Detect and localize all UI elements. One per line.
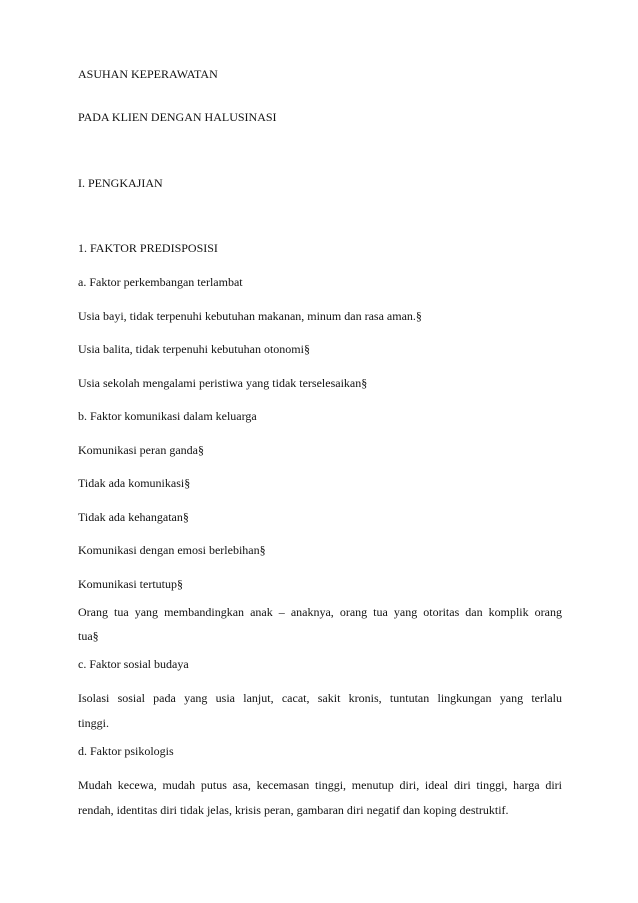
- section-heading-pengkajian: I. PENGKAJIAN: [78, 176, 163, 190]
- factor-d-heading: d. Faktor psikologis: [78, 744, 174, 758]
- factor-c-heading: c. Faktor sosial budaya: [78, 657, 189, 671]
- factor-c-body-line-2: tinggi.: [78, 716, 110, 730]
- factor-b-item: Tidak ada komunikasi§: [78, 476, 191, 490]
- factor-b-last-item-line-1: Orang tua yang membandingkan anak – anaknya, orang tua yang otoritas dan komplik orang: [78, 605, 562, 619]
- factor-b-item: Komunikasi peran ganda§: [78, 443, 204, 457]
- factor-a-item: Usia sekolah mengalami peristiwa yang tidak terselesaikan§: [78, 376, 368, 390]
- factor-c-body-line-1: Isolasi sosial pada yang usia lanjut, cacat, sakit kronis, tuntutan lingkungan yang terlalu: [78, 691, 562, 705]
- factor-d-body-line-2: rendah, identitas diri tidak jelas, krisis peran, gambaran diri negatif dan koping destruktif.: [78, 803, 509, 817]
- factor-a-heading: a. Faktor perkembangan terlambat: [78, 275, 243, 289]
- factor-b-heading: b. Faktor komunikasi dalam keluarga: [78, 409, 257, 423]
- title-line-1: ASUHAN KEPERAWATAN: [78, 67, 218, 81]
- factor-b-item: Komunikasi tertutup§: [78, 577, 183, 591]
- factor-b-item: Tidak ada kehangatan§: [78, 510, 189, 524]
- subsection-heading-faktor-predisposisi: 1. FAKTOR PREDISPOSISI: [78, 241, 218, 255]
- factor-d-body-line-1: Mudah kecewa, mudah putus asa, kecemasan tinggi, menutup diri, ideal diri tinggi, harga diri: [78, 778, 562, 792]
- factor-a-item: Usia bayi, tidak terpenuhi kebutuhan makanan, minum dan rasa aman.§: [78, 309, 422, 323]
- title-line-2: PADA KLIEN DENGAN HALUSINASI: [78, 110, 277, 124]
- factor-b-item: Komunikasi dengan emosi berlebihan§: [78, 543, 266, 557]
- factor-b-last-item-line-2: tua§: [78, 629, 99, 643]
- factor-a-item: Usia balita, tidak terpenuhi kebutuhan otonomi§: [78, 342, 310, 356]
